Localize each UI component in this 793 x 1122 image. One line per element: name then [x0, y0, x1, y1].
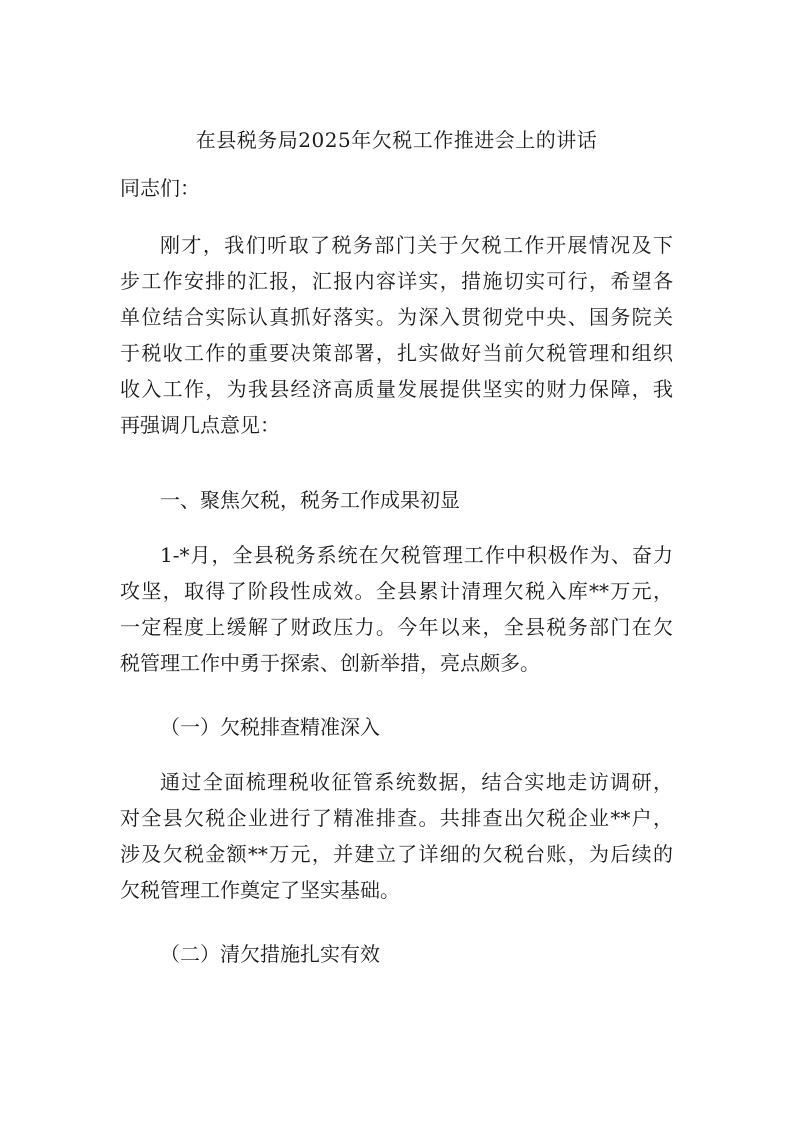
- subsection-heading-1: （一）欠税排查精准深入: [160, 715, 380, 739]
- paragraph-line: 欠税管理工作奠定了坚实基础。: [120, 878, 400, 902]
- paragraph-line: 涉及欠税金额**万元，并建立了详细的欠税台账，为后续的: [120, 842, 673, 866]
- paragraph-line: 收入工作，为我县经济高质量发展提供坚实的财力保障，我: [120, 377, 673, 401]
- paragraph-subsection-1: [120, 764, 673, 908]
- section-heading-1: 一、聚焦欠税，税务工作成果初显: [160, 488, 460, 512]
- paragraph-section-1: [120, 537, 673, 681]
- paragraph-line: 再强调几点意见：: [120, 413, 280, 437]
- salutation: 同志们：: [120, 176, 200, 200]
- paragraph-line: 税管理工作中勇于探索、创新举措，亮点颇多。: [120, 651, 540, 675]
- paragraph-line: 单位结合实际认真抓好落实。为深入贯彻党中央、国务院关: [120, 305, 673, 329]
- paragraph-line: 刚才，我们听取了税务部门关于欠税工作开展情况及下: [160, 233, 673, 257]
- paragraph-line: 通过全面梳理税收征管系统数据，结合实地走访调研，: [160, 770, 673, 794]
- paragraph-line: 攻坚，取得了阶段性成效。全县累计清理欠税入库**万元，: [120, 579, 673, 603]
- paragraph-intro: [120, 227, 673, 443]
- paragraph-line: 一定程度上缓解了财政压力。今年以来，全县税务部门在欠: [120, 615, 673, 639]
- paragraph-line: 步工作安排的汇报，汇报内容详实，措施切实可行，希望各: [120, 269, 673, 293]
- document-title: 在县税务局2025年欠税工作推进会上的讲话: [195, 128, 598, 152]
- paragraph-line: 于税收工作的重要决策部署，扎实做好当前欠税管理和组织: [120, 341, 673, 365]
- subsection-heading-2: （二）清欠措施扎实有效: [160, 942, 380, 966]
- paragraph-line: 1-*月，全县税务系统在欠税管理工作中积极作为、奋力: [160, 543, 673, 567]
- paragraph-line: 对全县欠税企业进行了精准排查。共排查出欠税企业**户，: [120, 806, 673, 830]
